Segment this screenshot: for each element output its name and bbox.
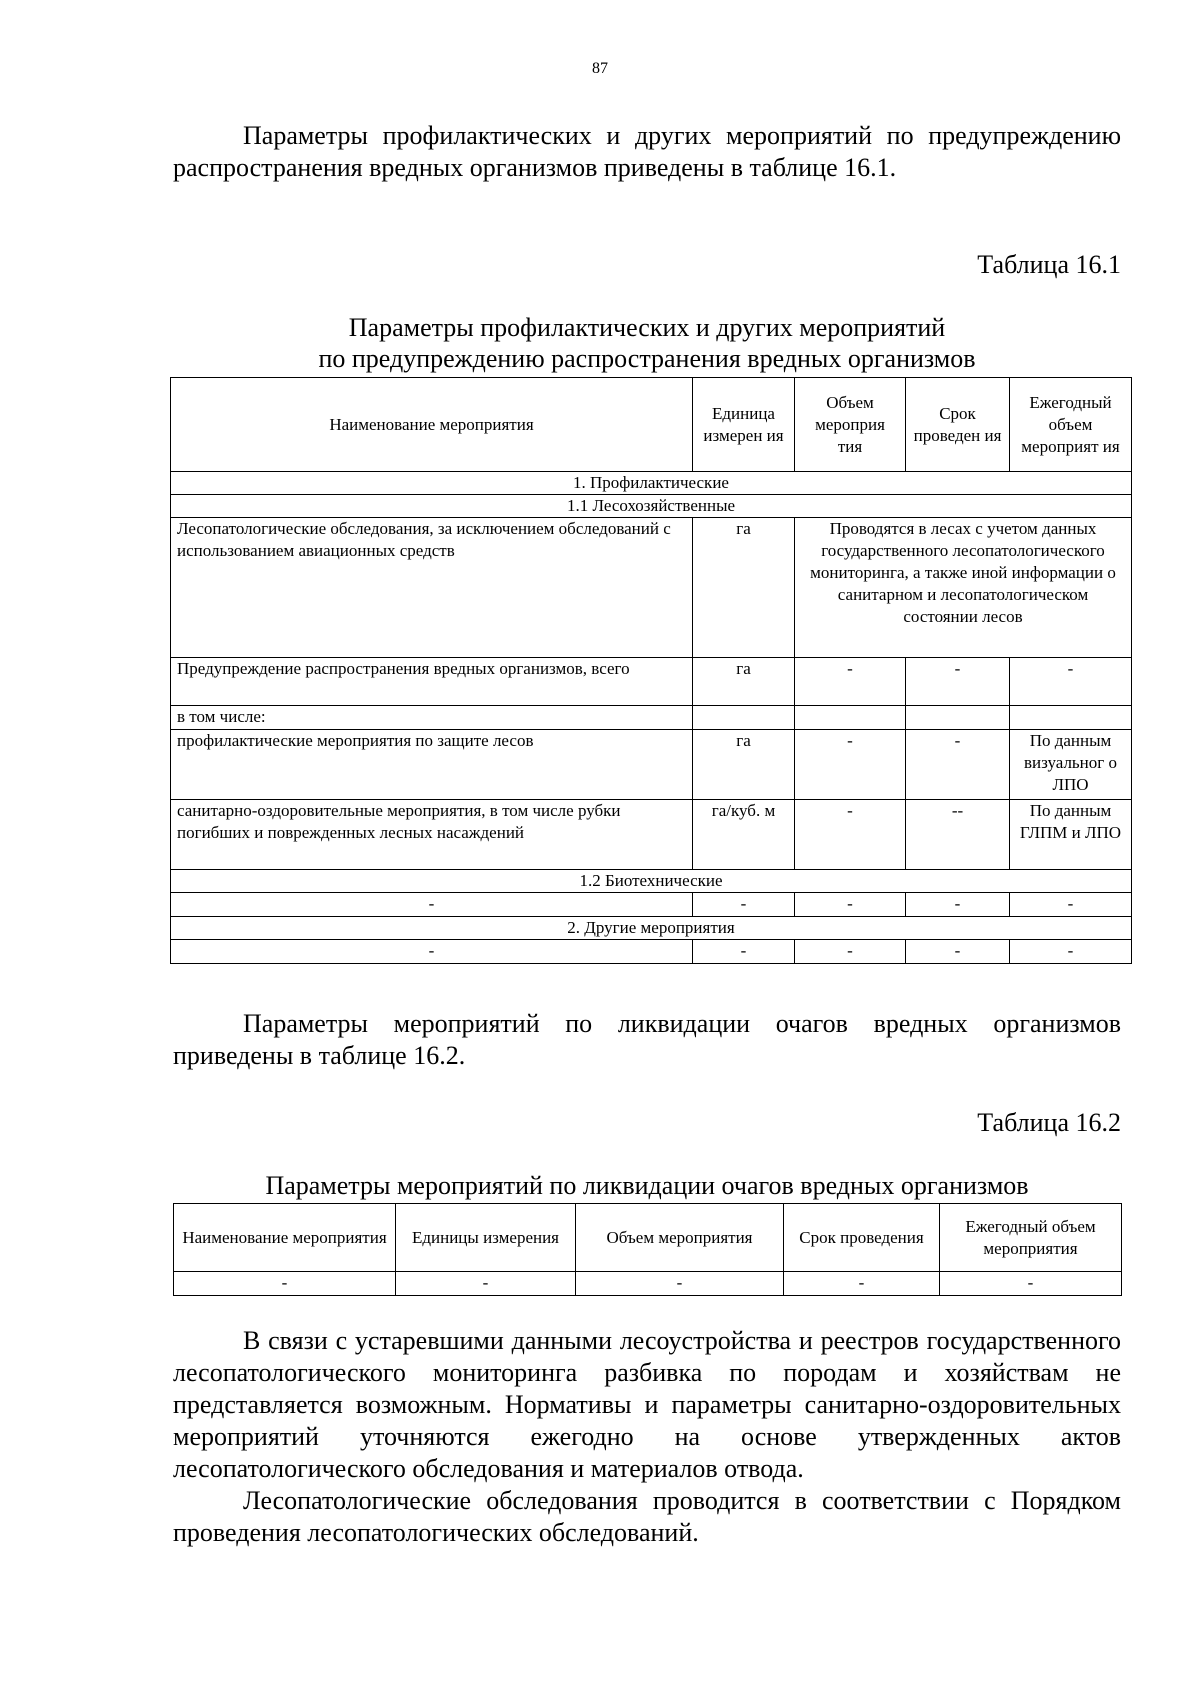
t1-row3-annual (1010, 706, 1132, 730)
t1-section-1: 1. Профилактические (171, 472, 1132, 495)
table-row (174, 1272, 1122, 1296)
t1-row3-unit (693, 706, 795, 730)
t1-row1-unit: га (693, 518, 795, 658)
t1-row2-annual: - (1010, 658, 1132, 706)
paragraph-4: Лесопатологические обследования проводится в соответствии с Порядком проведения лесопатологических обследований. (173, 1486, 1121, 1547)
table1-title (173, 312, 1121, 374)
t1-header-name: Наименование мероприятия (171, 378, 693, 472)
t2-cell-term: - (784, 1272, 940, 1296)
table-row (171, 518, 1132, 658)
t2-cell-volume: - (576, 1272, 784, 1296)
intro-paragraph: Параметры профилактических и других мероприятий по предупреждению распространения вредных организмов приведены в таблице 16.1. (173, 121, 1121, 182)
table-row (171, 730, 1132, 800)
t1-bio-annual: - (1010, 893, 1132, 917)
t1-header-annual: Ежегодный объем мероприят ия (1010, 378, 1132, 472)
table-row (171, 706, 1132, 730)
t1-bio-term: - (906, 893, 1010, 917)
t1-section-1-1: 1.1 Лесохозяйственные (171, 495, 1132, 518)
t1-bio-volume: - (795, 893, 906, 917)
t1-row1-note: Проводятся в лесах с учетом данных государственного лесопатологического мониторинга, а также иной информации о санитарном и лесопатологическом состоянии лесов (795, 518, 1132, 658)
table2 (173, 1203, 1122, 1296)
t1-row5-unit: га/куб. м (693, 800, 795, 870)
t1-row2-unit: га (693, 658, 795, 706)
t2-header-unit: Единицы измерения (396, 1204, 576, 1272)
paragraph-3: В связи с устаревшими данными лесоустройства и реестров государственного лесопатологического мониторинга разбивка по породам и хозяйствам не представляется возможным. Нормативы и параметры санитарно-оздоровительных мероприятий уточняются ежегодно на основе утвержденных актов лесопатологического обследования и материалов отвода. (173, 1326, 1121, 1483)
t1-row5-annual: По данным ГЛПМ и ЛПО (1010, 800, 1132, 870)
t1-row3-volume (795, 706, 906, 730)
table1-label: Таблица 16.1 (977, 250, 1121, 279)
table1 (170, 377, 1132, 964)
t1-header-unit: Единица измерен ия (693, 378, 795, 472)
table1-title-line1: Параметры профилактических и других мероприятий (348, 313, 946, 342)
t2-cell-name: - (174, 1272, 396, 1296)
t1-other-term: - (906, 940, 1010, 964)
t1-other-name: - (171, 940, 693, 964)
t2-cell-unit: - (396, 1272, 576, 1296)
table-row (171, 893, 1132, 917)
t1-row4-term: - (906, 730, 1010, 800)
t2-header-name: Наименование мероприятия (174, 1204, 396, 1272)
paragraph-2: Параметры мероприятий по ликвидации очагов вредных организмов приведены в таблице 16.2. (173, 1009, 1121, 1070)
t1-header-volume: Объем мероприя тия (795, 378, 906, 472)
t1-row2-term: - (906, 658, 1010, 706)
t1-row4-name: профилактические мероприятия по защите лесов (171, 730, 693, 800)
t1-header-term: Срок проведен ия (906, 378, 1010, 472)
t1-row1-name: Лесопатологические обследования, за исключением обследований с использованием авиационных средств (171, 518, 693, 658)
table2-label: Таблица 16.2 (977, 1108, 1121, 1137)
t1-row5-name: санитарно-оздоровительные мероприятия, в том числе рубки погибших и поврежденных лесных насаждений (171, 800, 693, 870)
t1-row5-term: -- (906, 800, 1010, 870)
t1-row5-volume: - (795, 800, 906, 870)
t1-row3-name: в том числе: (171, 706, 693, 730)
t1-other-unit: - (693, 940, 795, 964)
t2-header-annual: Ежегодный объем мероприятия (940, 1204, 1122, 1272)
page-number: 87 (592, 60, 608, 77)
table2-title: Параметры мероприятий по ликвидации очагов вредных организмов (265, 1171, 1029, 1200)
table2-header-row (174, 1204, 1122, 1272)
t1-row4-unit: га (693, 730, 795, 800)
t1-row4-volume: - (795, 730, 906, 800)
t2-header-term: Срок проведения (784, 1204, 940, 1272)
t1-other-volume: - (795, 940, 906, 964)
t2-header-volume: Объем мероприятия (576, 1204, 784, 1272)
t1-row3-term (906, 706, 1010, 730)
t1-section-2: 2. Другие мероприятия (171, 917, 1132, 940)
table1-title-line2: по предупреждению распространения вредных организмов (318, 344, 976, 373)
t1-section-1-2: 1.2 Биотехнические (171, 870, 1132, 893)
table-row (171, 658, 1132, 706)
t1-row2-volume: - (795, 658, 906, 706)
t1-bio-unit: - (693, 893, 795, 917)
t1-row4-annual: По данным визуальног о ЛПО (1010, 730, 1132, 800)
table-row (171, 800, 1132, 870)
t2-cell-annual: - (940, 1272, 1122, 1296)
t1-other-annual: - (1010, 940, 1132, 964)
t1-bio-name: - (171, 893, 693, 917)
table-row (171, 940, 1132, 964)
t1-row2-name: Предупреждение распространения вредных организмов, всего (171, 658, 693, 706)
table1-header-row (171, 378, 1132, 472)
